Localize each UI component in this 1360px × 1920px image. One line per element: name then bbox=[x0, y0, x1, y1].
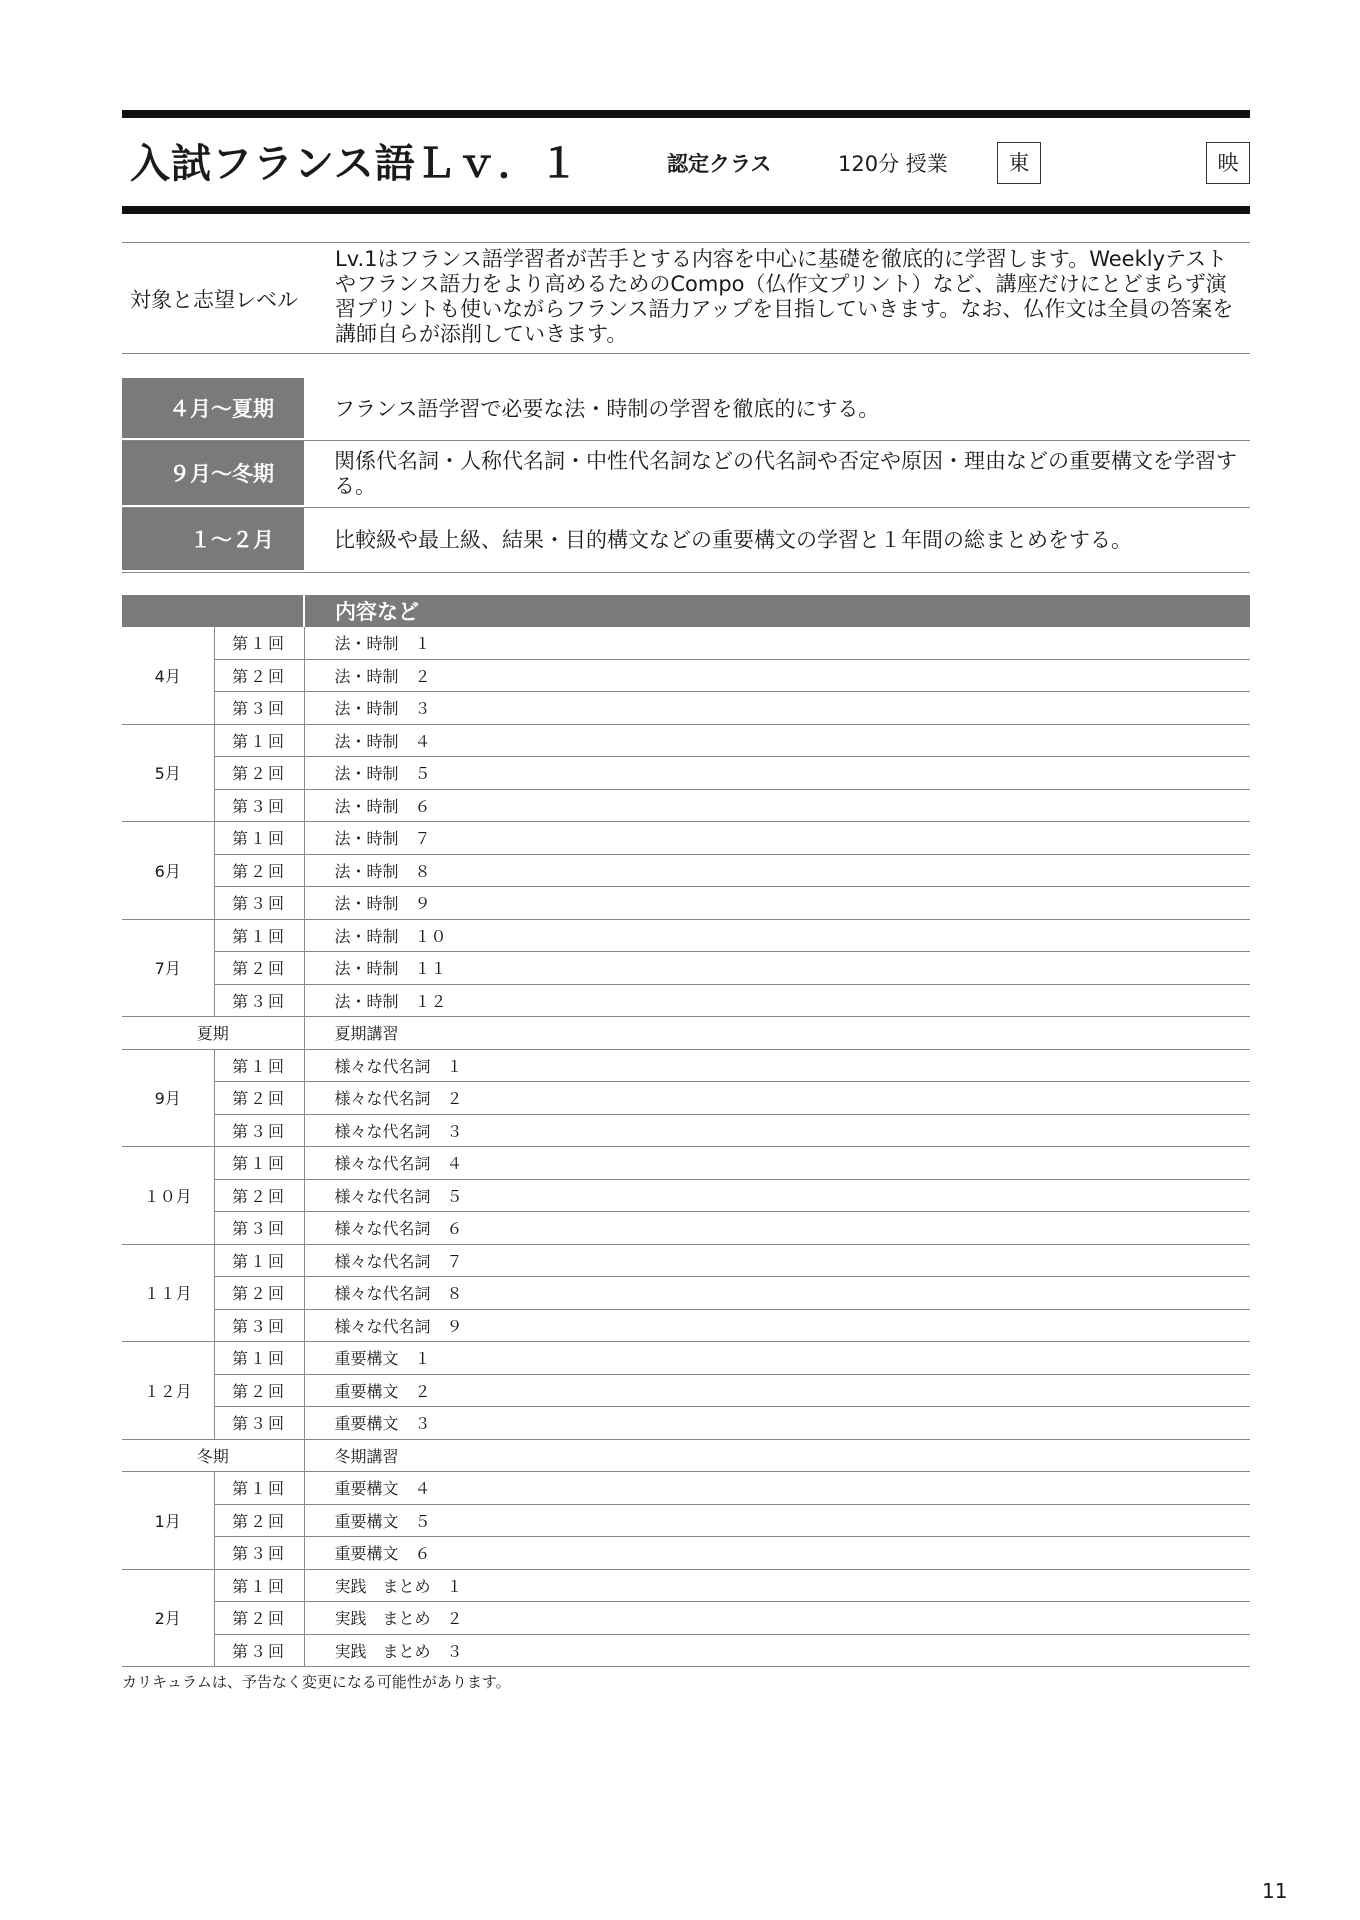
page-number: 11 bbox=[1262, 1879, 1288, 1903]
special-period-row bbox=[122, 1439, 1250, 1472]
month-cell: 7月 bbox=[122, 919, 214, 1017]
session-content: 実践 まとめ ２ bbox=[304, 1602, 1250, 1635]
month-cell: 4月 bbox=[122, 627, 214, 724]
session-content: 冬期講習 bbox=[304, 1439, 1250, 1472]
session-number: 第１回 bbox=[214, 1049, 304, 1082]
table-row bbox=[122, 1602, 1250, 1635]
session-content: 重要構文 ５ bbox=[304, 1504, 1250, 1537]
class-type-label: 認定クラス bbox=[667, 152, 772, 176]
session-content: 様々な代名詞 ７ bbox=[304, 1244, 1250, 1277]
session-content: 重要構文 ６ bbox=[304, 1537, 1250, 1570]
table-row bbox=[122, 952, 1250, 985]
session-number: 第２回 bbox=[214, 1179, 304, 1212]
course-page bbox=[122, 110, 1250, 1692]
session-content: 法・時制 ５ bbox=[304, 757, 1250, 790]
session-content: 法・時制 １２ bbox=[304, 984, 1250, 1017]
table-row bbox=[122, 919, 1250, 952]
table-row bbox=[122, 1212, 1250, 1245]
session-content: 様々な代名詞 ５ bbox=[304, 1179, 1250, 1212]
session-number: 第１回 bbox=[214, 1342, 304, 1375]
session-number: 第３回 bbox=[214, 692, 304, 725]
session-number: 第２回 bbox=[214, 757, 304, 790]
special-period-label: 夏期 bbox=[122, 1017, 304, 1050]
content-column-header: 内容など bbox=[304, 595, 1250, 627]
table-row bbox=[122, 627, 1250, 659]
table-row bbox=[122, 1504, 1250, 1537]
table-row bbox=[122, 1082, 1250, 1115]
session-number: 第１回 bbox=[214, 1244, 304, 1277]
session-number: 第２回 bbox=[214, 659, 304, 692]
month-cell: １０月 bbox=[122, 1147, 214, 1245]
session-content: 重要構文 ３ bbox=[304, 1407, 1250, 1440]
session-content: 様々な代名詞 ２ bbox=[304, 1082, 1250, 1115]
session-number: 第２回 bbox=[214, 1504, 304, 1537]
session-content: 法・時制 ８ bbox=[304, 854, 1250, 887]
session-number: 第３回 bbox=[214, 887, 304, 920]
table-row bbox=[122, 1342, 1250, 1375]
table-row bbox=[122, 1569, 1250, 1602]
target-level-section bbox=[122, 242, 1250, 354]
session-number: 第２回 bbox=[214, 1602, 304, 1635]
session-content: 法・時制 １０ bbox=[304, 919, 1250, 952]
period-row bbox=[122, 378, 1250, 441]
schedule-table bbox=[122, 595, 1250, 1667]
campus-east-badge: 東 bbox=[997, 142, 1041, 184]
session-number: 第３回 bbox=[214, 1407, 304, 1440]
table-row bbox=[122, 789, 1250, 822]
period-row bbox=[122, 441, 1250, 508]
session-number: 第２回 bbox=[214, 1082, 304, 1115]
period-label: ９月～冬期 bbox=[122, 441, 304, 507]
table-row bbox=[122, 1147, 1250, 1180]
table-row bbox=[122, 692, 1250, 725]
session-content: 様々な代名詞 ８ bbox=[304, 1277, 1250, 1310]
period-description: 関係代名詞・人称代名詞・中性代名詞などの代名詞や否定や原因・理由などの重要構文を学習する。 bbox=[334, 449, 1237, 498]
table-row bbox=[122, 1407, 1250, 1440]
session-number: 第１回 bbox=[214, 1569, 304, 1602]
session-number: 第１回 bbox=[214, 1472, 304, 1505]
period-label: １～２月 bbox=[122, 508, 304, 572]
session-number: 第１回 bbox=[214, 627, 304, 659]
schedule-header-row bbox=[122, 595, 1250, 627]
session-number: 第１回 bbox=[214, 822, 304, 855]
schedule-header-blank bbox=[122, 595, 304, 627]
table-row bbox=[122, 1114, 1250, 1147]
session-number: 第１回 bbox=[214, 919, 304, 952]
session-number: 第３回 bbox=[214, 984, 304, 1017]
month-cell: 9月 bbox=[122, 1049, 214, 1147]
table-row bbox=[122, 757, 1250, 790]
table-row bbox=[122, 1244, 1250, 1277]
course-title: 入試フランス語Ｌｖ．１ bbox=[130, 141, 580, 187]
period-overview bbox=[122, 378, 1250, 573]
month-cell: 2月 bbox=[122, 1569, 214, 1667]
table-row bbox=[122, 659, 1250, 692]
table-row bbox=[122, 984, 1250, 1017]
schedule-body bbox=[122, 627, 1250, 1667]
session-number: 第２回 bbox=[214, 1277, 304, 1310]
duration-label: 120分 授業 bbox=[838, 152, 948, 176]
session-content: 法・時制 ７ bbox=[304, 822, 1250, 855]
session-number: 第２回 bbox=[214, 1374, 304, 1407]
table-row bbox=[122, 724, 1250, 757]
table-row bbox=[122, 1634, 1250, 1667]
session-content: 夏期講習 bbox=[304, 1017, 1250, 1050]
table-row bbox=[122, 1472, 1250, 1505]
session-number: 第２回 bbox=[214, 952, 304, 985]
table-row bbox=[122, 1277, 1250, 1310]
title-bar bbox=[122, 110, 1250, 214]
target-level-label: 対象と志望レベル bbox=[130, 288, 298, 312]
table-row bbox=[122, 822, 1250, 855]
table-row bbox=[122, 1049, 1250, 1082]
table-row bbox=[122, 1537, 1250, 1570]
session-content: 重要構文 １ bbox=[304, 1342, 1250, 1375]
session-content: 法・時制 ４ bbox=[304, 724, 1250, 757]
session-content: 実践 まとめ １ bbox=[304, 1569, 1250, 1602]
session-number: 第３回 bbox=[214, 1537, 304, 1570]
session-content: 様々な代名詞 ４ bbox=[304, 1147, 1250, 1180]
target-level-text: Lv.1はフランス語学習者が苦手とする内容を中心に基礎を徹底的に学習します。Weeklyテストやフランス語力をより高めるためのCompo（仏作文プリント）など、講座だけにとどまらず演習プリントも使いながらフランス語力アップを目指していきます。なお、仏作文は全員の答案を講師自らが添削していきます。 bbox=[335, 247, 1234, 346]
table-row bbox=[122, 1309, 1250, 1342]
session-content: 法・時制 ９ bbox=[304, 887, 1250, 920]
month-cell: １２月 bbox=[122, 1342, 214, 1440]
session-content: 様々な代名詞 ３ bbox=[304, 1114, 1250, 1147]
table-row bbox=[122, 1179, 1250, 1212]
session-content: 法・時制 １１ bbox=[304, 952, 1250, 985]
session-content: 重要構文 ２ bbox=[304, 1374, 1250, 1407]
period-label: ４月～夏期 bbox=[122, 378, 304, 440]
period-row bbox=[122, 508, 1250, 573]
session-number: 第３回 bbox=[214, 1309, 304, 1342]
period-description: フランス語学習で必要な法・時制の学習を徹底的にする。 bbox=[334, 396, 880, 421]
month-cell: 5月 bbox=[122, 724, 214, 822]
session-content: 様々な代名詞 ９ bbox=[304, 1309, 1250, 1342]
session-content: 法・時制 １ bbox=[304, 627, 1250, 659]
month-cell: １１月 bbox=[122, 1244, 214, 1342]
session-content: 法・時制 ３ bbox=[304, 692, 1250, 725]
session-number: 第３回 bbox=[214, 1114, 304, 1147]
session-content: 法・時制 ２ bbox=[304, 659, 1250, 692]
special-period-label: 冬期 bbox=[122, 1439, 304, 1472]
special-period-row bbox=[122, 1017, 1250, 1050]
table-row bbox=[122, 854, 1250, 887]
period-description: 比較級や最上級、結果・目的構文などの重要構文の学習と１年間の総まとめをする。 bbox=[334, 527, 1132, 552]
session-number: 第３回 bbox=[214, 1212, 304, 1245]
month-cell: 1月 bbox=[122, 1472, 214, 1570]
table-row bbox=[122, 887, 1250, 920]
session-number: 第３回 bbox=[214, 789, 304, 822]
session-number: 第２回 bbox=[214, 854, 304, 887]
video-class-badge: 映 bbox=[1206, 142, 1250, 184]
session-content: 重要構文 ４ bbox=[304, 1472, 1250, 1505]
month-cell: 6月 bbox=[122, 822, 214, 920]
session-content: 様々な代名詞 １ bbox=[304, 1049, 1250, 1082]
session-content: 実践 まとめ ３ bbox=[304, 1634, 1250, 1667]
session-number: 第３回 bbox=[214, 1634, 304, 1667]
table-row bbox=[122, 1374, 1250, 1407]
session-content: 様々な代名詞 ６ bbox=[304, 1212, 1250, 1245]
session-number: 第１回 bbox=[214, 1147, 304, 1180]
curriculum-note: カリキュラムは、予告なく変更になる可能性があります。 bbox=[122, 1673, 511, 1691]
session-number: 第１回 bbox=[214, 724, 304, 757]
session-content: 法・時制 ６ bbox=[304, 789, 1250, 822]
